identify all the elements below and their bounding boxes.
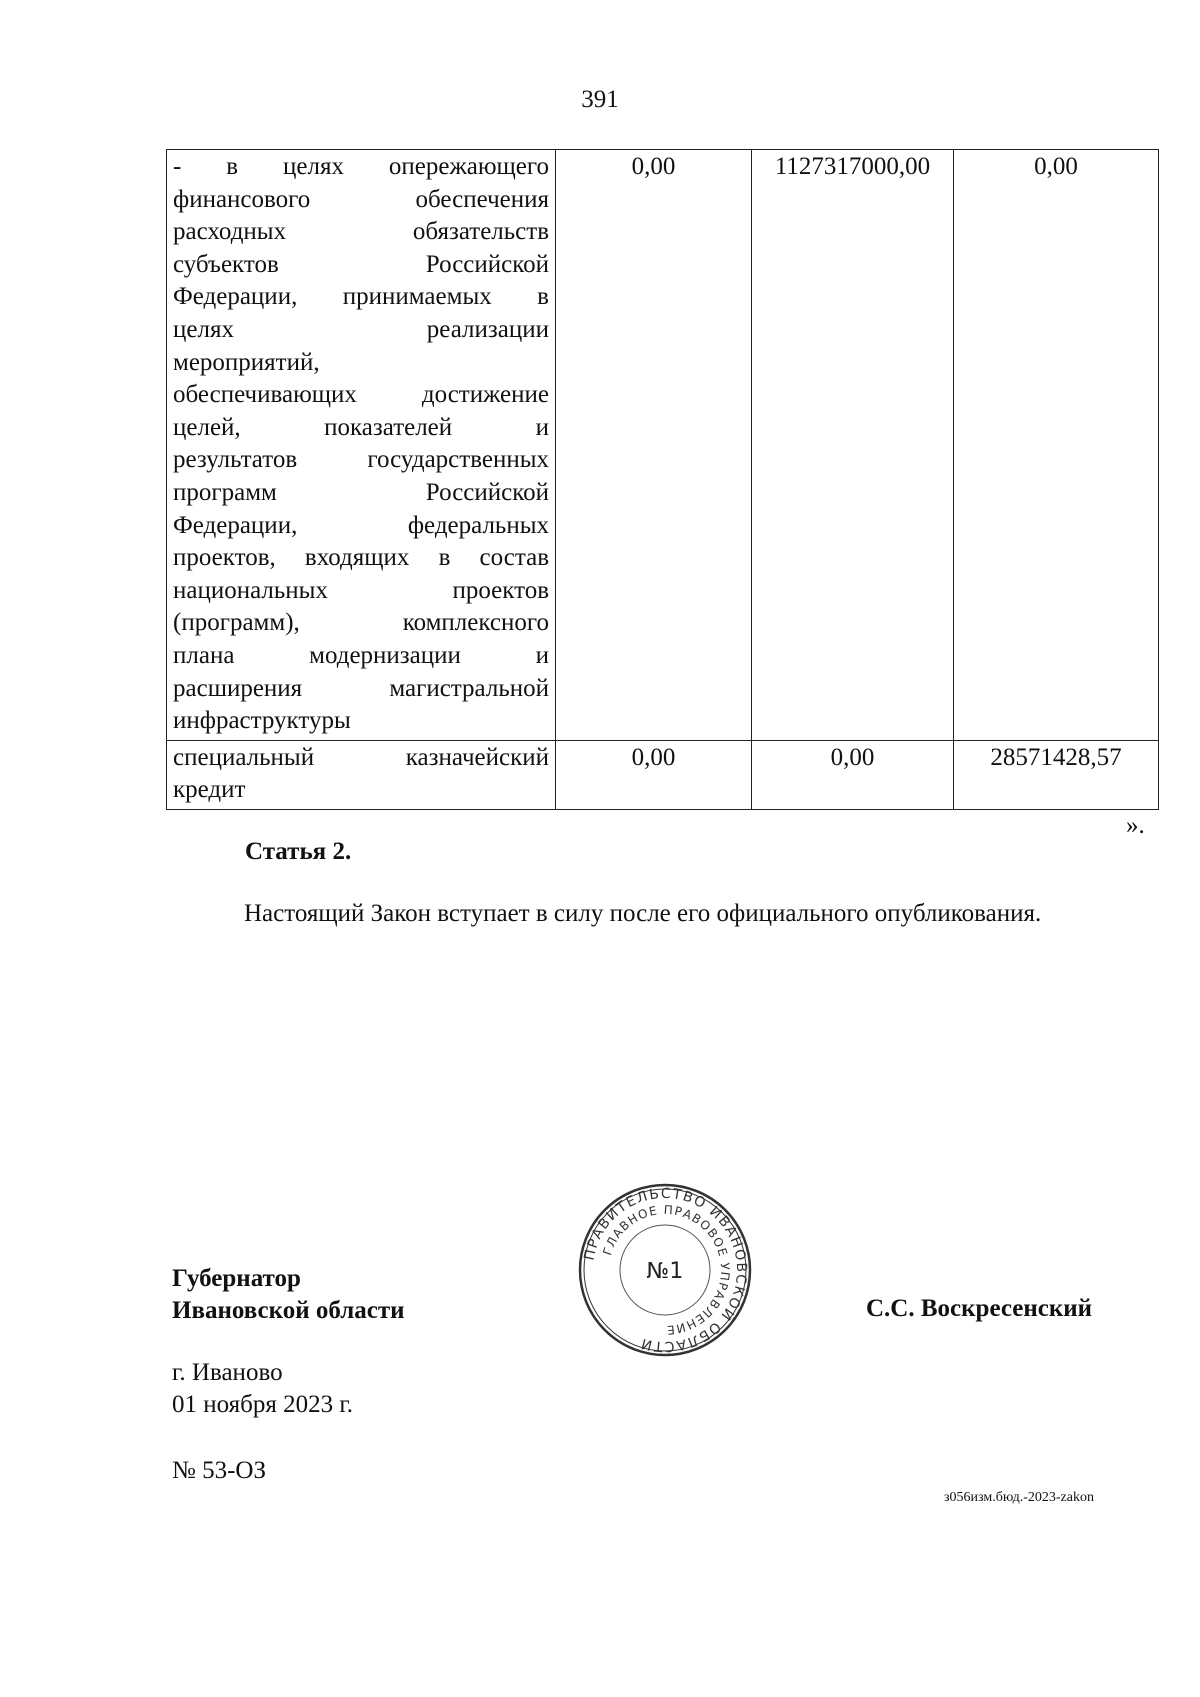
desc-line: национальных проектов xyxy=(173,576,549,604)
desc-line: расширения магистральной xyxy=(173,674,549,702)
article-title: Статья 2. xyxy=(245,838,352,865)
signer-title-line: Губернатор xyxy=(172,1265,301,1292)
value-cell: 0,00 xyxy=(954,150,1159,741)
desc-line: программ Российской xyxy=(173,478,549,506)
article-text: Настоящий Закон вступает в силу после его официального опубликования. xyxy=(244,900,1042,927)
value-cell: 0,00 xyxy=(556,740,752,809)
document-code: з056изм.бюд.-2023-zakon xyxy=(944,1490,1094,1505)
desc-line: Федерации, принимаемых в xyxy=(173,283,549,311)
signer-title xyxy=(172,1263,405,1327)
desc-line: кредит xyxy=(173,776,246,804)
desc-line: проектов, входящих в состав xyxy=(173,544,549,572)
desc-line: результатов государственных xyxy=(173,446,549,474)
page-number: 391 xyxy=(581,86,619,113)
desc-line: - в целях опережающего xyxy=(173,153,549,180)
desc-line: плана модернизации и xyxy=(173,641,549,669)
signer-title-line: Ивановской области xyxy=(172,1297,405,1324)
desc-line: целей, показателей и xyxy=(173,413,549,441)
place: г. Иваново xyxy=(172,1359,283,1386)
seal-center-text: №1 xyxy=(646,1259,684,1284)
desc-line: обеспечивающих достижение xyxy=(173,381,549,409)
desc-line: финансового обеспечения xyxy=(173,185,549,213)
row-description xyxy=(167,740,556,809)
value-cell: 1127317000,00 xyxy=(752,150,954,741)
law-number: № 53-ОЗ xyxy=(172,1457,267,1484)
closing-quote: ». xyxy=(1126,812,1145,839)
desc-line: Федерации, федеральных xyxy=(173,511,549,539)
table-row xyxy=(167,740,1159,809)
desc-line: инфраструктуры xyxy=(173,707,351,735)
table-row xyxy=(167,150,1159,741)
signer-name: С.С. Воскресенский xyxy=(866,1295,1093,1322)
value-cell: 0,00 xyxy=(752,740,954,809)
desc-line: специальный казначейский xyxy=(173,743,549,771)
desc-line: субъектов Российской xyxy=(173,250,549,278)
place-date xyxy=(172,1357,353,1421)
budget-table xyxy=(166,149,1159,810)
desc-line: (программ), комплексного xyxy=(173,609,549,637)
desc-line: мероприятий, xyxy=(173,348,320,376)
seal-inner-text: ГЛАВНОЕ ПРАВОВОЕ УПРАВЛЕНИЕ xyxy=(600,1202,733,1338)
row-description xyxy=(167,150,556,741)
value-cell: 0,00 xyxy=(556,150,752,741)
value-cell: 28571428,57 xyxy=(954,740,1159,809)
official-seal xyxy=(578,1183,752,1357)
seal-outer-text: ПРАВИТЕЛЬСТВО ИВАНОВСКОЙ ОБЛАСТИ xyxy=(581,1185,750,1355)
desc-line: целях реализации xyxy=(173,315,549,343)
date: 01 ноября 2023 г. xyxy=(172,1391,354,1418)
desc-line: расходных обязательств xyxy=(173,218,549,246)
